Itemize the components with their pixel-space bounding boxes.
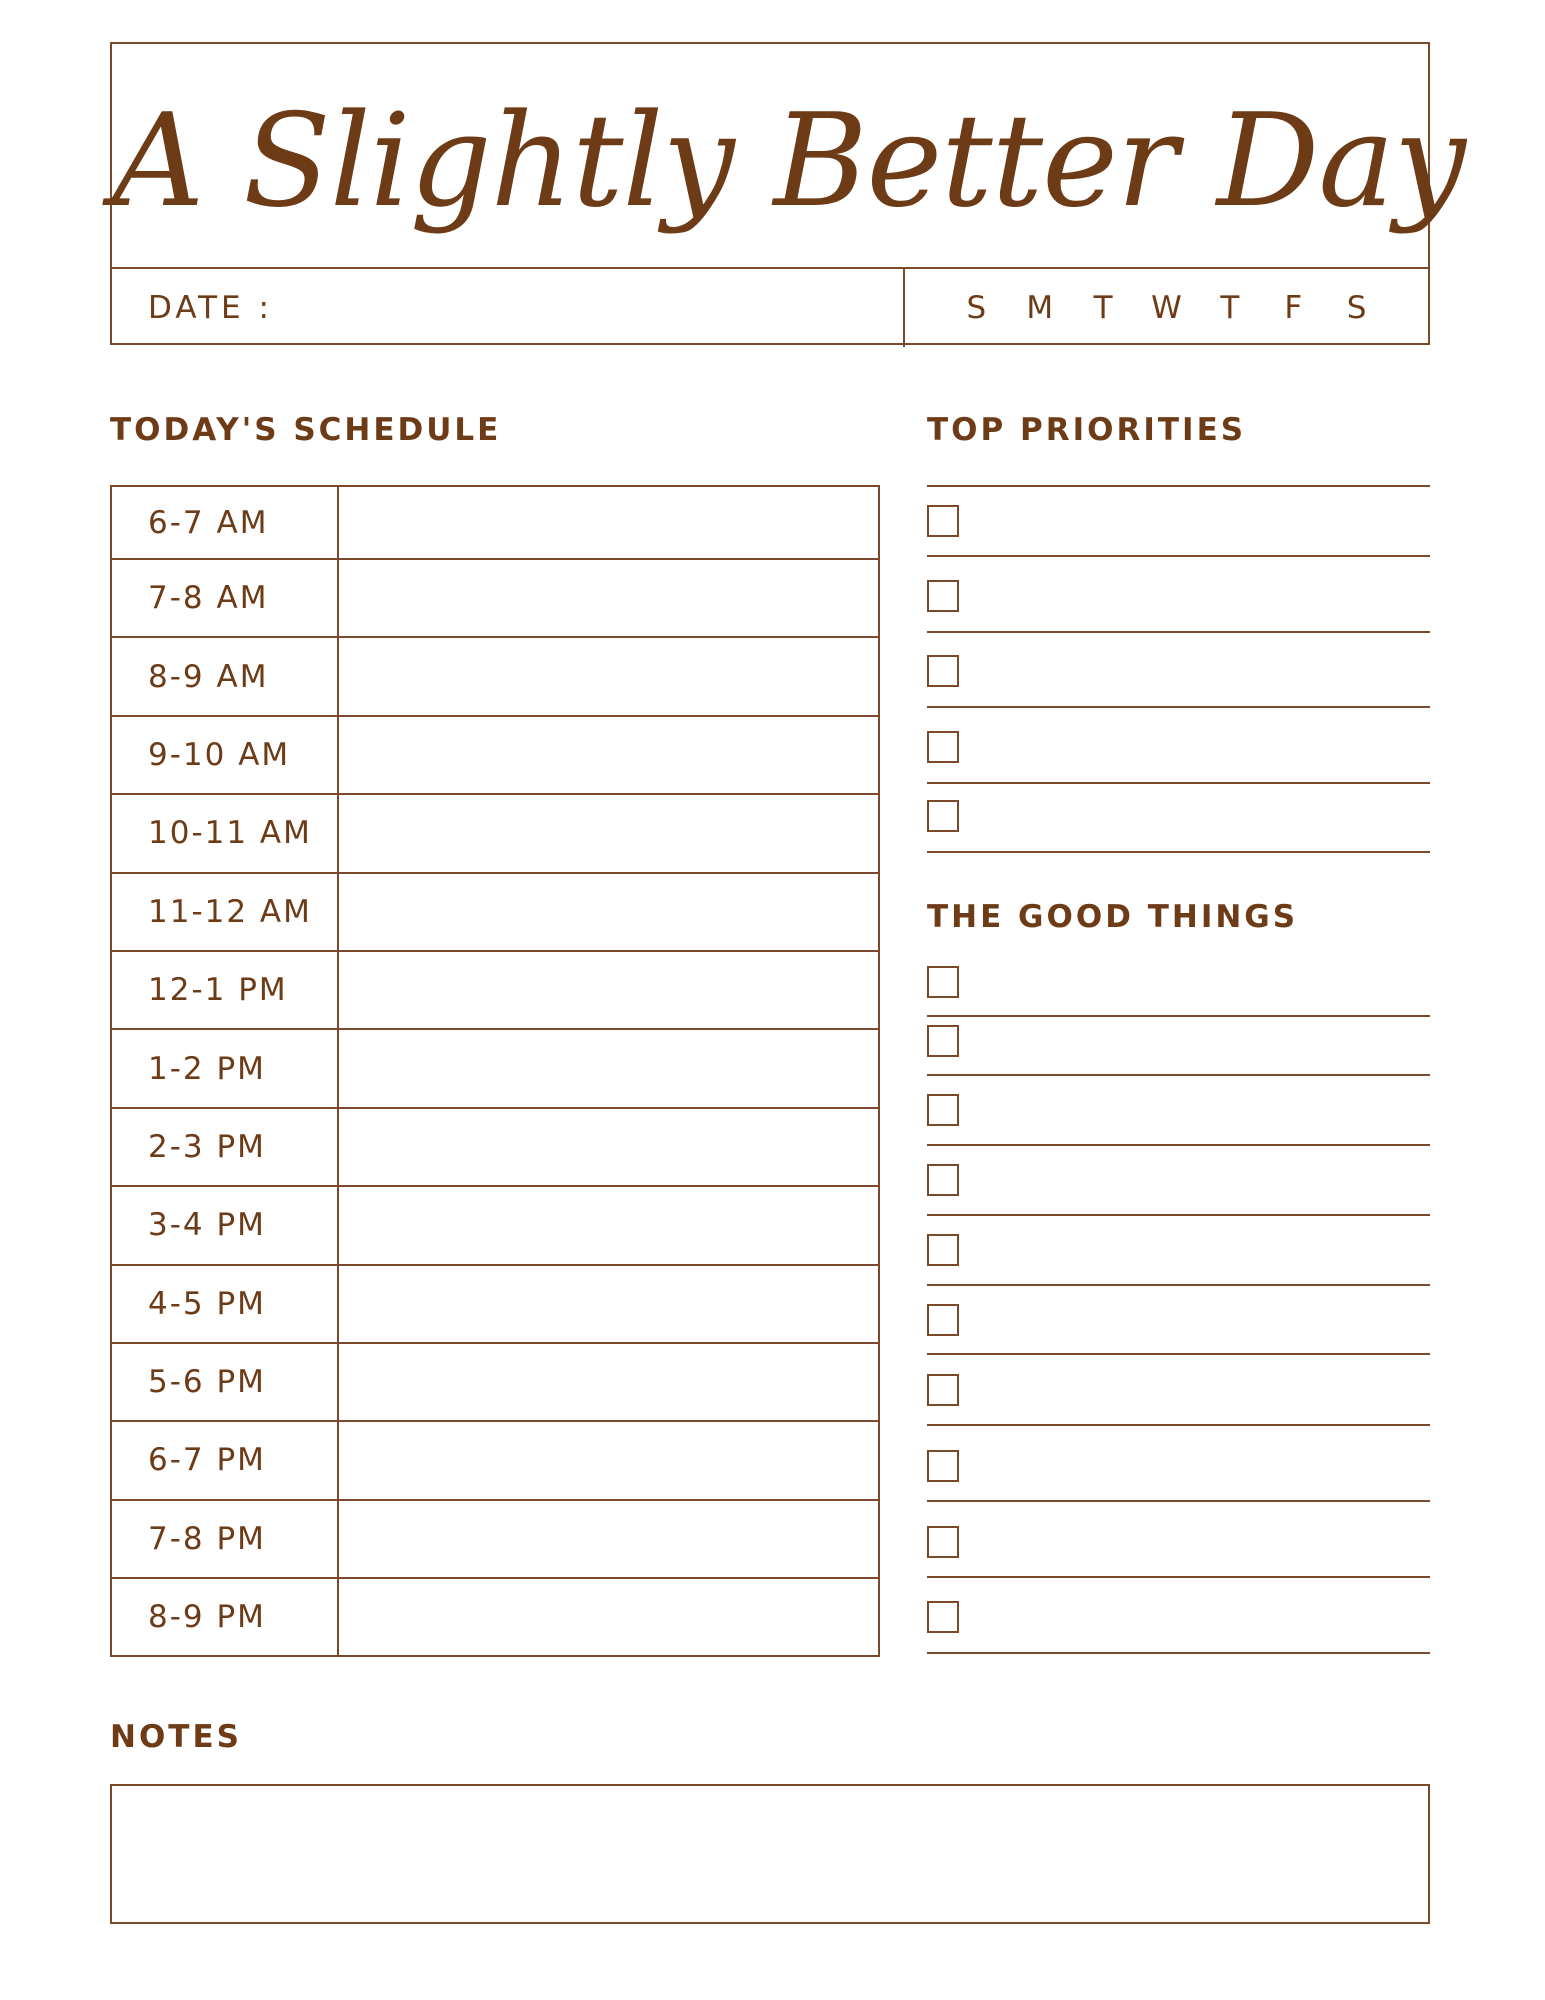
divider-line	[927, 706, 1430, 708]
good-thing-checkbox[interactable]	[927, 1094, 959, 1126]
schedule-entry-field[interactable]	[339, 1109, 878, 1185]
good-thing-checkbox[interactable]	[927, 1374, 959, 1406]
time-slot-label: 7-8 PM	[112, 1501, 339, 1577]
divider-line	[927, 631, 1430, 633]
page-title: A Slightly Better Day	[112, 87, 1465, 236]
good-thing-entry-field[interactable]	[975, 1160, 1430, 1200]
time-slot-label: 1-2 PM	[112, 1030, 339, 1106]
divider-line	[927, 1284, 1430, 1286]
time-slot-label: 4-5 PM	[112, 1266, 339, 1342]
schedule-row	[112, 1499, 878, 1577]
schedule-entry-field[interactable]	[339, 1579, 878, 1655]
good-thing-checkbox[interactable]	[927, 1025, 959, 1057]
schedule-entry-field[interactable]	[339, 1030, 878, 1106]
schedule-table	[110, 485, 880, 1657]
time-slot-label: 6-7 AM	[112, 487, 339, 558]
time-slot-label: 10-11 AM	[112, 795, 339, 871]
divider-line	[927, 851, 1430, 853]
good-thing-checkbox[interactable]	[927, 1164, 959, 1196]
good-thing-entry-field[interactable]	[975, 1446, 1430, 1486]
good-thing-entry-field[interactable]	[975, 962, 1430, 1002]
schedule-entry-field[interactable]	[339, 1187, 878, 1263]
schedule-row	[112, 1028, 878, 1106]
day-saturday[interactable]: S	[1346, 290, 1367, 326]
schedule-entry-field[interactable]	[339, 1422, 878, 1498]
time-slot-label: 7-8 AM	[112, 560, 339, 636]
schedule-entry-field[interactable]	[339, 874, 878, 950]
schedule-row	[112, 793, 878, 871]
schedule-entry-field[interactable]	[339, 795, 878, 871]
priorities-heading: TOP PRIORITIES	[927, 412, 1247, 448]
divider-line	[927, 1652, 1430, 1654]
good-thing-checkbox[interactable]	[927, 1304, 959, 1336]
time-slot-label: 5-6 PM	[112, 1344, 339, 1420]
divider-line	[927, 1144, 1430, 1146]
schedule-row	[112, 1342, 878, 1420]
schedule-row	[112, 558, 878, 636]
good-things-heading: THE GOOD THINGS	[927, 899, 1299, 935]
divider-line	[927, 1576, 1430, 1578]
schedule-entry-field[interactable]	[339, 487, 878, 558]
schedule-row	[112, 1185, 878, 1263]
good-thing-entry-field[interactable]	[975, 1370, 1430, 1410]
priority-checkbox[interactable]	[927, 731, 959, 763]
good-thing-entry-field[interactable]	[975, 1597, 1430, 1637]
time-slot-label: 8-9 AM	[112, 638, 339, 714]
day-thursday[interactable]: T	[1220, 290, 1240, 326]
divider-line	[927, 555, 1430, 557]
good-thing-checkbox[interactable]	[927, 1234, 959, 1266]
good-thing-checkbox[interactable]	[927, 1601, 959, 1633]
good-thing-entry-field[interactable]	[975, 1021, 1430, 1061]
good-thing-checkbox[interactable]	[927, 966, 959, 998]
divider-line	[927, 1214, 1430, 1216]
day-sunday[interactable]: S	[966, 290, 987, 326]
time-slot-label: 3-4 PM	[112, 1187, 339, 1263]
schedule-row	[112, 1107, 878, 1185]
priority-entry-field[interactable]	[975, 796, 1430, 836]
priority-checkbox[interactable]	[927, 800, 959, 832]
time-slot-label: 6-7 PM	[112, 1422, 339, 1498]
schedule-row	[112, 872, 878, 950]
schedule-row	[112, 487, 878, 558]
time-slot-label: 8-9 PM	[112, 1579, 339, 1655]
priority-entry-field[interactable]	[975, 727, 1430, 767]
divider-line	[927, 1500, 1430, 1502]
day-monday[interactable]: M	[1026, 290, 1054, 326]
priority-checkbox[interactable]	[927, 505, 959, 537]
schedule-row	[112, 1420, 878, 1498]
schedule-entry-field[interactable]	[339, 717, 878, 793]
notes-heading: NOTES	[110, 1719, 242, 1755]
notes-box[interactable]	[110, 1784, 1430, 1924]
priority-checkbox[interactable]	[927, 655, 959, 687]
day-tuesday[interactable]: T	[1093, 290, 1113, 326]
priority-entry-field[interactable]	[975, 501, 1430, 541]
schedule-row	[112, 1264, 878, 1342]
divider-line	[927, 1074, 1430, 1076]
priority-entry-field[interactable]	[975, 576, 1430, 616]
good-thing-checkbox[interactable]	[927, 1450, 959, 1482]
priority-entry-field[interactable]	[975, 651, 1430, 691]
schedule-row	[112, 950, 878, 1028]
time-slot-label: 11-12 AM	[112, 874, 339, 950]
divider-line	[927, 782, 1430, 784]
day-wednesday[interactable]: W	[1151, 290, 1182, 326]
schedule-entry-field[interactable]	[339, 638, 878, 714]
date-label: DATE :	[148, 290, 273, 326]
schedule-entry-field[interactable]	[339, 560, 878, 636]
time-slot-label: 2-3 PM	[112, 1109, 339, 1185]
good-thing-entry-field[interactable]	[975, 1300, 1430, 1340]
schedule-row	[112, 715, 878, 793]
header-box	[110, 42, 1465, 345]
schedule-entry-field[interactable]	[339, 1266, 878, 1342]
priority-checkbox[interactable]	[927, 580, 959, 612]
schedule-row	[112, 636, 878, 714]
schedule-entry-field[interactable]	[339, 1501, 878, 1577]
weekday-selector	[905, 269, 1428, 347]
good-thing-entry-field[interactable]	[975, 1090, 1430, 1130]
schedule-heading: TODAY'S SCHEDULE	[110, 412, 502, 448]
time-slot-label: 12-1 PM	[112, 952, 339, 1028]
divider-line	[927, 485, 1430, 487]
schedule-entry-field[interactable]	[339, 952, 878, 1028]
divider-line	[927, 1424, 1430, 1426]
divider-line	[927, 1353, 1430, 1355]
schedule-row	[112, 1577, 878, 1655]
good-thing-entry-field[interactable]	[975, 1522, 1430, 1562]
schedule-entry-field[interactable]	[339, 1344, 878, 1420]
divider-line	[927, 1015, 1430, 1017]
date-row	[112, 267, 1428, 347]
time-slot-label: 9-10 AM	[112, 717, 339, 793]
good-thing-checkbox[interactable]	[927, 1526, 959, 1558]
day-friday[interactable]: F	[1284, 290, 1303, 326]
good-thing-entry-field[interactable]	[975, 1230, 1430, 1270]
